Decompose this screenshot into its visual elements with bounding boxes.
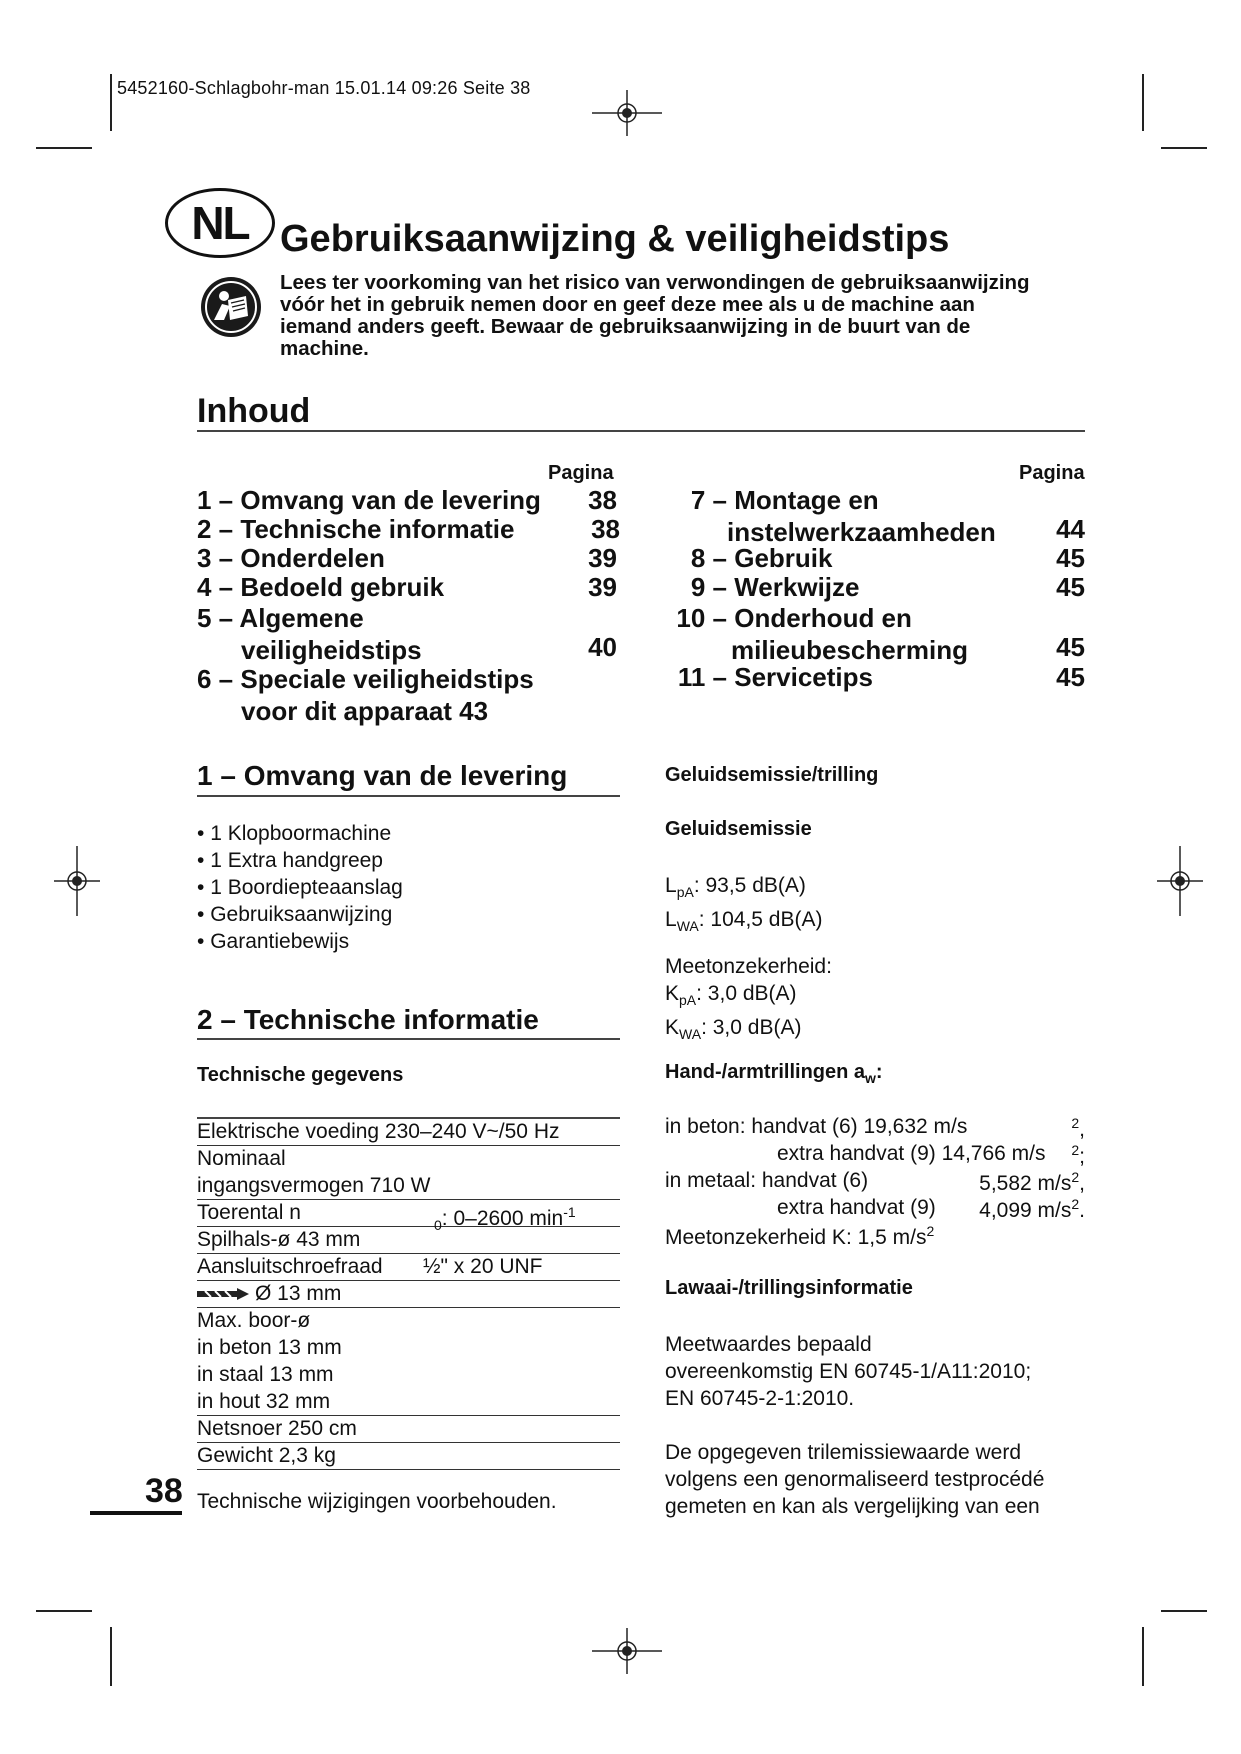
- section-rule: [197, 1038, 620, 1040]
- toc-num: 3 –: [197, 543, 234, 573]
- crop-mark: [1142, 74, 1144, 131]
- toc-title-cont: instelwerkzaamheden: [727, 517, 996, 547]
- crop-mark: [1161, 1610, 1207, 1612]
- noise-values: [665, 872, 822, 940]
- vibration-line: extra handvat (9) 14,766 m/s $^2$;: [777, 1142, 1085, 1168]
- toc-page: 39: [588, 572, 617, 602]
- toc-title-cont: voor dit apparaat 43: [241, 696, 489, 726]
- toc-num: 8 –: [690, 543, 727, 573]
- thread-label: Aansluitschroefraad: [197, 1255, 383, 1278]
- toc-title: Algemene: [239, 603, 364, 633]
- spec-row: ingangsvermogen 710 W: [197, 1172, 620, 1200]
- toc-num: 5 –: [197, 603, 234, 633]
- crop-mark: [1161, 147, 1207, 149]
- intro-line: machine.: [280, 337, 369, 360]
- page-label: Pagina: [548, 462, 614, 484]
- crop-mark: [1142, 1627, 1144, 1686]
- spec-row: Netsnoer 250 cm: [197, 1415, 620, 1443]
- list-item: • Garantiebewijs: [197, 930, 350, 953]
- emission-text: [665, 1439, 1044, 1520]
- page-title: Gebruiksaanwijzing & veiligheidstips: [280, 218, 950, 260]
- crop-mark: [110, 1627, 112, 1686]
- spec-row: in beton 13 mm: [197, 1336, 342, 1359]
- spec-row: [197, 1199, 620, 1234]
- toc-item[interactable]: [667, 485, 1085, 548]
- toc-title-cont: veiligheidstips: [241, 635, 422, 665]
- vibration-line: in metaal: handvat (6) 5,582 $m/s^2$,: [665, 1169, 1085, 1195]
- toc-num: 7 –: [690, 485, 727, 515]
- toc-title-cont: milieubescherming: [731, 635, 968, 665]
- list-item: • 1 Klopboormachine: [197, 822, 392, 845]
- contents-rule: [197, 430, 1085, 432]
- toc-page: 45: [1056, 662, 1085, 692]
- section-heading: 1 – Omvang van de levering: [197, 760, 568, 791]
- spec-row: Max. boor-ø: [197, 1309, 311, 1332]
- registration-mark-icon: [592, 1628, 662, 1674]
- delivery-list: [197, 820, 403, 955]
- toc-item[interactable]: [197, 572, 617, 603]
- registration-mark-icon: [54, 846, 100, 916]
- text-line: Meetwaardes bepaald: [665, 1333, 872, 1356]
- toc-item[interactable]: [667, 603, 1085, 666]
- toc-num: 10 –: [676, 603, 727, 633]
- read-manual-icon: [200, 276, 262, 338]
- toc-num: 11 –: [677, 662, 727, 692]
- lpa-value: $L_{pA}$: 93,5 dB(A): [665, 874, 806, 901]
- toc-title: Omvang van de levering: [240, 485, 541, 515]
- speed-label: Toerental n: [197, 1201, 301, 1224]
- crop-mark: [36, 1610, 92, 1612]
- spec-row: [197, 1280, 620, 1308]
- toc-title: Servicetips: [734, 662, 873, 692]
- intro-line: vóór het in gebruik nemen door en geef deze mee als u de machine aan: [280, 293, 975, 316]
- toc-num: 2 –: [197, 514, 234, 544]
- crop-mark: [110, 74, 112, 131]
- spec-row: in staal 13 mm: [197, 1363, 334, 1386]
- subheading: Hand-/armtrillingen $a_w$:: [665, 1061, 883, 1086]
- toc-page: 38: [588, 485, 617, 515]
- subheading: Lawaai-/trillingsinformatie: [665, 1277, 913, 1299]
- page-number: 38: [145, 1472, 183, 1510]
- kpa-value: $K_{pA}$: 3,0 dB(A): [665, 982, 797, 1009]
- toc-item[interactable]: [667, 662, 1085, 693]
- vibration-line: in beton: handvat (6) 19,632 m/s $^2$,: [665, 1115, 1085, 1141]
- toc-item[interactable]: [667, 543, 1085, 574]
- toc-page: 40: [588, 632, 617, 662]
- subheading: Geluidsemissie/trilling: [665, 764, 879, 786]
- spec-row: Gewicht 2,3 kg: [197, 1442, 620, 1470]
- toc-num: 1 –: [197, 485, 234, 515]
- toc-title: Werkwijze: [734, 572, 860, 602]
- toc-item[interactable]: [197, 485, 617, 516]
- intro-line: Lees ter voorkoming van het risico van verwondingen de gebruiksaanwijzing: [280, 271, 1030, 294]
- toc-title: Montage en: [734, 485, 879, 515]
- toc-title: Bedoeld gebruik: [240, 572, 445, 602]
- toc-num: 4 –: [197, 572, 234, 602]
- toc-item[interactable]: [197, 603, 617, 666]
- vibration-uncertainty: Meetonzekerheid K: 1,5 $m/s^2$: [665, 1223, 935, 1249]
- vibration-line: extra handvat (9) 4,099 $m/s^2$.: [777, 1196, 1085, 1222]
- text-line: gemeten en kan als vergelijking van een: [665, 1495, 1040, 1518]
- list-item: • 1 Boordiepteaanslag: [197, 876, 403, 899]
- section-rule: [197, 795, 620, 797]
- section-heading: 2 – Technische informatie: [197, 1004, 539, 1035]
- spec-row: in hout 32 mm: [197, 1388, 620, 1416]
- measurement-text: [665, 1331, 1031, 1412]
- spec-row: Elektrische voeding 230–240 V~/50 Hz: [197, 1118, 620, 1146]
- toc-page: 45: [1056, 632, 1085, 662]
- toc-num: 6 –: [197, 664, 234, 694]
- crop-mark: [36, 147, 92, 149]
- list-item: • Gebruiksaanwijzing: [197, 903, 393, 926]
- text-line: De opgegeven trilemissiewaarde werd: [665, 1441, 1022, 1464]
- intro-text: [280, 272, 1080, 360]
- toc-page: 39: [588, 543, 617, 573]
- registration-mark-icon: [592, 90, 662, 136]
- uncertainty-label: Meetonzekerheid:: [665, 955, 832, 978]
- print-header: 5452160-Schlagbohr-man 15.01.14 09:26 Seite 38: [117, 78, 531, 98]
- toc-title: Onderhoud en: [734, 603, 912, 633]
- toc-title: Technische informatie: [240, 514, 515, 544]
- toc-item[interactable]: [197, 514, 620, 545]
- toc-item[interactable]: [197, 543, 617, 574]
- chuck-diameter: Ø 13 mm: [255, 1282, 342, 1305]
- toc-page: 38: [591, 514, 620, 544]
- text-line: overeenkomstig EN 60745-1/A11:2010;: [665, 1360, 1032, 1383]
- subheading: Technische gegevens: [197, 1064, 404, 1086]
- toc-item[interactable]: [667, 572, 1085, 603]
- toc-title: Gebruik: [734, 543, 833, 573]
- text-line: EN 60745-2-1:2010.: [665, 1387, 855, 1410]
- list-item: • 1 Extra handgreep: [197, 849, 383, 872]
- toc-title: Onderdelen: [240, 543, 385, 573]
- uncertainty-block: [665, 953, 832, 1048]
- text-line: volgens een genormaliseerd testprocédé: [665, 1468, 1045, 1491]
- toc-num: 9 –: [690, 572, 727, 602]
- toc-title: Speciale veiligheidstips: [240, 664, 534, 694]
- drill-bit-icon: [197, 1288, 249, 1300]
- language-badge: NL: [165, 188, 275, 258]
- toc-item[interactable]: [197, 664, 617, 727]
- subheading: Geluidsemissie: [665, 818, 812, 840]
- toc-page: 44: [1056, 514, 1085, 544]
- contents-heading: Inhoud: [197, 392, 311, 430]
- footnote: Technische wijzigingen voorbehouden.: [197, 1490, 557, 1513]
- toc-page: 45: [1056, 543, 1085, 573]
- kwa-value: $K_{WA}$: 3,0 dB(A): [665, 1016, 802, 1043]
- page-number-rule: [90, 1511, 182, 1515]
- intro-line: iemand anders geeft. Bewaar de gebruiksaanwijzing in de buurt van de: [280, 315, 971, 338]
- spec-row: Nominaal: [197, 1147, 286, 1170]
- speed-value: $_0$: 0–2600 $\min^{-1}$: [434, 1204, 576, 1234]
- thread-value: ½" x 20 UNF: [423, 1255, 543, 1278]
- page-label: Pagina: [1019, 462, 1085, 484]
- spec-row: [197, 1253, 620, 1281]
- spec-row: Spilhals-ø 43 mm: [197, 1226, 620, 1254]
- registration-mark-icon: [1157, 846, 1203, 916]
- toc-page: 45: [1056, 572, 1085, 602]
- lwa-value: $L_{WA}$: 104,5 dB(A): [665, 908, 823, 935]
